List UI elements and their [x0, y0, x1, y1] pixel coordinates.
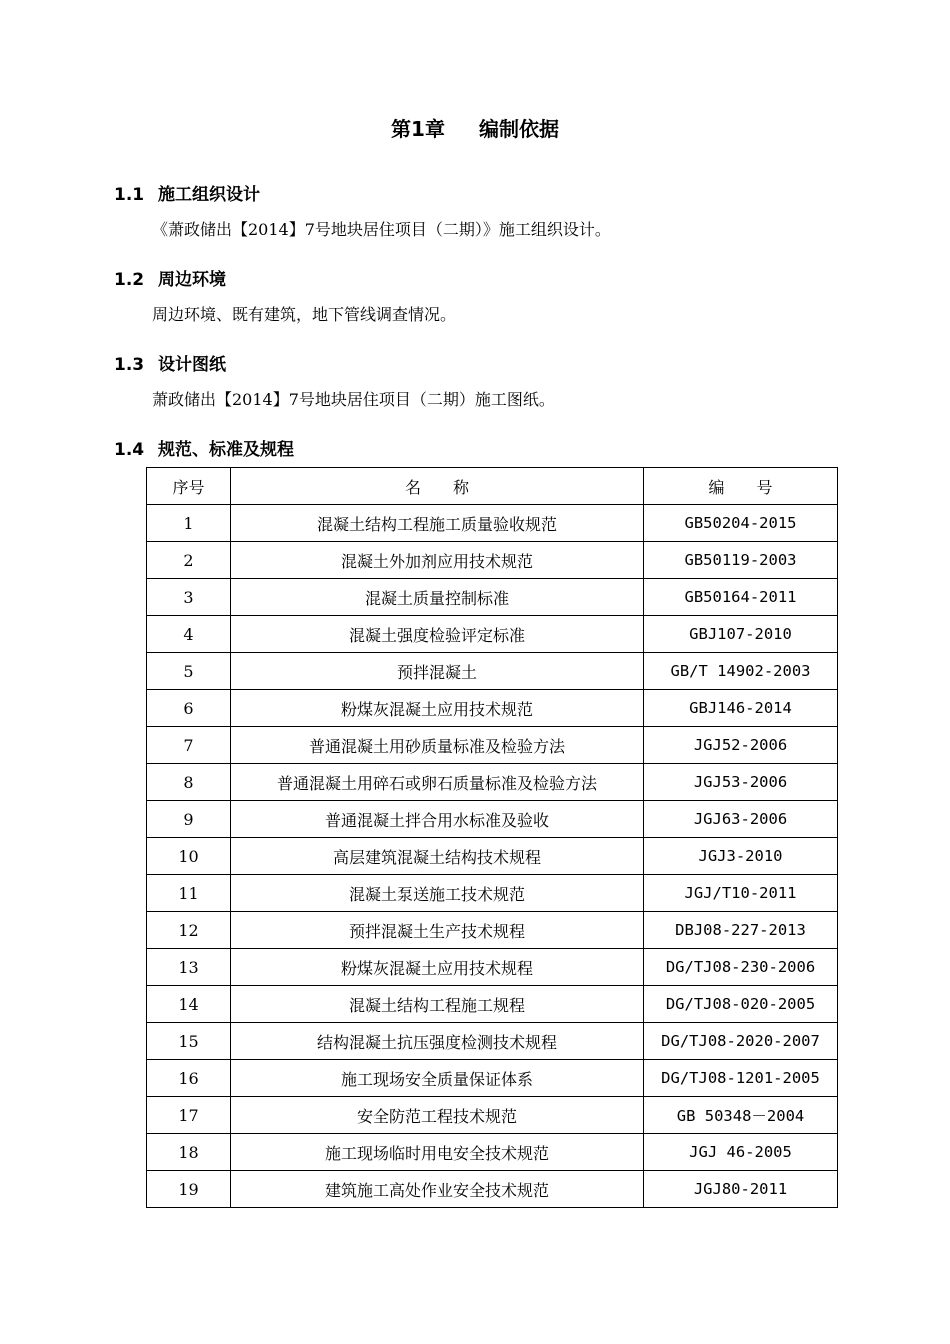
row-index: 17	[147, 1097, 231, 1134]
row-code: JGJ80-2011	[644, 1171, 838, 1208]
row-name: 混凝土结构工程施工质量验收规范	[231, 505, 644, 542]
row-index: 19	[147, 1171, 231, 1208]
row-name: 安全防范工程技术规范	[231, 1097, 644, 1134]
row-name: 施工现场临时用电安全技术规范	[231, 1134, 644, 1171]
row-code: DG/TJ08-1201-2005	[644, 1060, 838, 1097]
row-index: 16	[147, 1060, 231, 1097]
row-index: 15	[147, 1023, 231, 1060]
table-row	[147, 653, 838, 690]
row-index: 5	[147, 653, 231, 690]
table-row	[147, 542, 838, 579]
table-header-row	[147, 468, 838, 505]
table-row	[147, 727, 838, 764]
row-code: JGJ/T10-2011	[644, 875, 838, 912]
row-name: 高层建筑混凝土结构技术规程	[231, 838, 644, 875]
section-heading-1-3: 1.3 设计图纸	[114, 355, 226, 375]
section-heading-1-2: 1.2 周边环境	[114, 270, 226, 290]
section-text-1-3: 萧政储出【2014】7号地块居住项目（二期）施工图纸。	[152, 390, 555, 409]
row-name: 结构混凝土抗压强度检测技术规程	[231, 1023, 644, 1060]
row-code: GBJ107-2010	[644, 616, 838, 653]
row-code: JGJ52-2006	[644, 727, 838, 764]
section-text-1-1: 《萧政储出【2014】7号地块居住项目（二期）》施工组织设计。	[152, 220, 611, 239]
row-code: DG/TJ08-020-2005	[644, 986, 838, 1023]
row-name: 普通混凝土用碎石或卵石质量标准及检验方法	[231, 764, 644, 801]
table-row	[147, 579, 838, 616]
row-name: 混凝土外加剂应用技术规范	[231, 542, 644, 579]
table-row	[147, 949, 838, 986]
row-code: JGJ 46-2005	[644, 1134, 838, 1171]
table-row	[147, 616, 838, 653]
table-row	[147, 875, 838, 912]
chapter-number: 第1章	[391, 117, 445, 141]
row-index: 4	[147, 616, 231, 653]
table-row	[147, 838, 838, 875]
row-index: 1	[147, 505, 231, 542]
row-code: DG/TJ08-2020-2007	[644, 1023, 838, 1060]
row-code: GB/T 14902-2003	[644, 653, 838, 690]
row-name: 混凝土结构工程施工规程	[231, 986, 644, 1023]
row-name: 施工现场安全质量保证体系	[231, 1060, 644, 1097]
row-index: 12	[147, 912, 231, 949]
chapter-name: 编制依据	[478, 117, 559, 141]
row-name: 粉煤灰混凝土应用技术规程	[231, 949, 644, 986]
row-name: 普通混凝土拌合用水标准及验收	[231, 801, 644, 838]
row-index: 8	[147, 764, 231, 801]
table-row	[147, 1097, 838, 1134]
row-index: 14	[147, 986, 231, 1023]
row-name: 普通混凝土用砂质量标准及检验方法	[231, 727, 644, 764]
table-row	[147, 764, 838, 801]
row-code: GB 50348－2004	[644, 1097, 838, 1134]
row-code: JGJ63-2006	[644, 801, 838, 838]
chapter-title	[0, 113, 950, 142]
row-code: DG/TJ08-230-2006	[644, 949, 838, 986]
row-index: 18	[147, 1134, 231, 1171]
row-code: GB50204-2015	[644, 505, 838, 542]
row-index: 13	[147, 949, 231, 986]
row-name: 粉煤灰混凝土应用技术规范	[231, 690, 644, 727]
row-name: 混凝土泵送施工技术规范	[231, 875, 644, 912]
section-heading-1-1: 1.1 施工组织设计	[114, 185, 260, 205]
row-code: DBJ08-227-2013	[644, 912, 838, 949]
row-code: GBJ146-2014	[644, 690, 838, 727]
row-name: 建筑施工高处作业安全技术规范	[231, 1171, 644, 1208]
header-index: 序号	[147, 468, 231, 505]
row-index: 9	[147, 801, 231, 838]
header-name: 名 称	[231, 468, 644, 505]
table-row	[147, 1023, 838, 1060]
table-row	[147, 690, 838, 727]
row-index: 6	[147, 690, 231, 727]
table-row	[147, 1171, 838, 1208]
row-code: JGJ3-2010	[644, 838, 838, 875]
table-row	[147, 986, 838, 1023]
row-code: GB50164-2011	[644, 579, 838, 616]
table-row	[147, 1060, 838, 1097]
row-index: 10	[147, 838, 231, 875]
row-name: 预拌混凝土	[231, 653, 644, 690]
table-row	[147, 505, 838, 542]
row-index: 7	[147, 727, 231, 764]
header-code: 编 号	[644, 468, 838, 505]
section-heading-1-4: 1.4 规范、标准及规程	[114, 440, 294, 460]
row-name: 混凝土质量控制标准	[231, 579, 644, 616]
row-code: JGJ53-2006	[644, 764, 838, 801]
row-name: 混凝土强度检验评定标准	[231, 616, 644, 653]
section-text-1-2: 周边环境、既有建筑，地下管线调查情况。	[152, 305, 457, 324]
table-row	[147, 801, 838, 838]
row-name: 预拌混凝土生产技术规程	[231, 912, 644, 949]
row-index: 11	[147, 875, 231, 912]
row-index: 2	[147, 542, 231, 579]
table-row	[147, 912, 838, 949]
row-index: 3	[147, 579, 231, 616]
standards-table	[146, 467, 838, 1208]
row-code: GB50119-2003	[644, 542, 838, 579]
table-row	[147, 1134, 838, 1171]
